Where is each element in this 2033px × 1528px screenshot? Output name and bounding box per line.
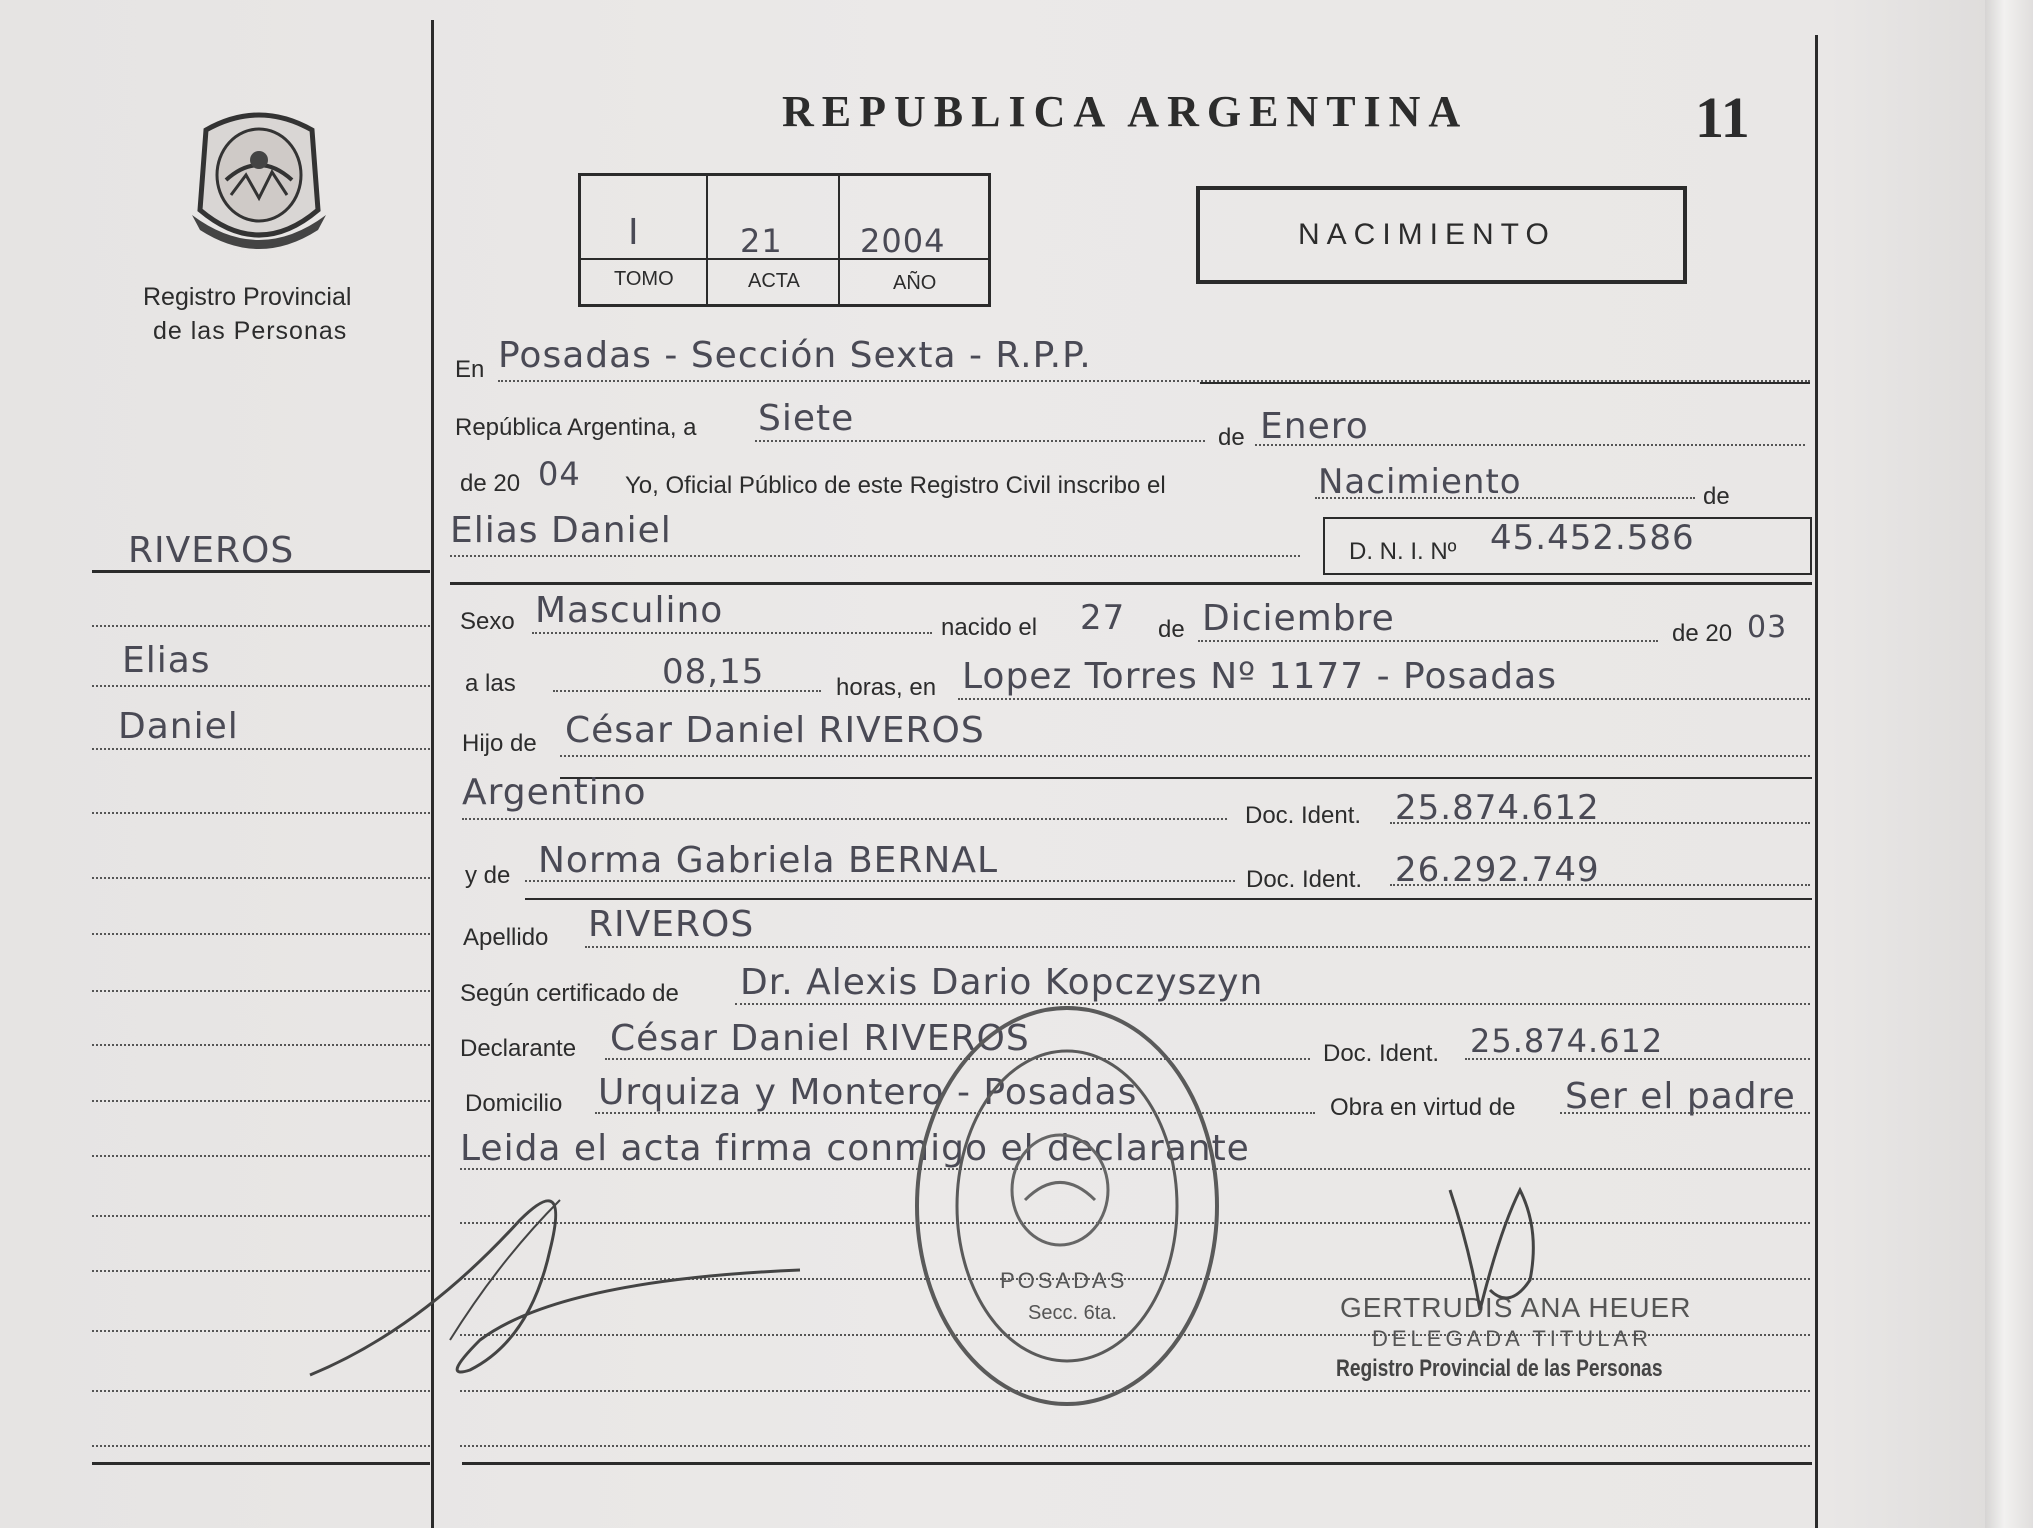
label-de-20: de 20 xyxy=(460,470,521,497)
value-dia: Siete xyxy=(758,398,855,439)
stamp-city: POSADAS xyxy=(1000,1268,1128,1293)
label-de-end: de xyxy=(1703,483,1730,510)
label-dni: D. N. I. Nº xyxy=(1349,538,1457,565)
label-doc-declarante: Doc. Ident. xyxy=(1323,1040,1440,1067)
margin-surname: RIVEROS xyxy=(128,530,295,571)
value-nacionalidad: Argentino xyxy=(462,772,647,813)
margin-line xyxy=(92,990,430,992)
value-cierre: Leida el acta firma conmigo el declarante xyxy=(460,1128,1250,1169)
value-ano: 04 xyxy=(538,455,581,493)
label-domicilio: Domicilio xyxy=(465,1090,563,1117)
line-nacionalidad xyxy=(462,818,1227,820)
rule-row4 xyxy=(450,582,1812,585)
value-mes: Enero xyxy=(1260,406,1369,447)
margin-line xyxy=(92,1044,430,1046)
official-name: GERTRUDIS ANA HEUER xyxy=(1340,1292,1692,1323)
label-en: En xyxy=(455,356,485,383)
label-de-20-nac: de 20 xyxy=(1672,620,1733,647)
line-madre xyxy=(525,880,1235,882)
margin-line xyxy=(92,812,430,814)
label-yo: Yo, Oficial Público de este Registro Civil inscribo el xyxy=(625,472,1166,499)
value-domicilio: Urquiza y Montero - Posadas xyxy=(598,1072,1138,1113)
stamp-section: Secc. 6ta. xyxy=(1028,1302,1117,1324)
value-dni: 45.452.586 xyxy=(1490,518,1695,558)
margin-line xyxy=(92,1390,430,1392)
official-signature-icon xyxy=(1440,1170,1560,1320)
margin-line xyxy=(92,1100,430,1102)
margin-name1: Elias xyxy=(122,640,211,681)
label-de: de xyxy=(1218,424,1245,451)
label-segun: Según certificado de xyxy=(460,980,679,1007)
official-stamp xyxy=(910,1000,1225,1412)
margin-line xyxy=(92,877,430,879)
ano-value: 2004 xyxy=(860,222,946,260)
value-doc-declarante: 25.874.612 xyxy=(1470,1022,1664,1060)
label-y-de: y de xyxy=(465,862,511,889)
rule-row9 xyxy=(525,898,1812,900)
line-nombre xyxy=(450,555,1300,557)
line-blank xyxy=(460,1445,1810,1447)
margin-line xyxy=(92,685,430,687)
label-sexo: Sexo xyxy=(460,608,515,635)
line-dia xyxy=(755,440,1205,442)
line-hora xyxy=(553,690,821,692)
label-a-las: a las xyxy=(465,670,516,697)
value-dia-nac: 27 xyxy=(1080,598,1126,638)
margin-line xyxy=(92,748,430,750)
label-doc-madre: Doc. Ident. xyxy=(1246,866,1363,893)
acta-value: 21 xyxy=(740,222,783,260)
registry-name-line2: de las Personas xyxy=(153,317,348,345)
line-acto xyxy=(1315,497,1695,499)
value-acto: Nacimiento xyxy=(1318,462,1522,502)
value-lugar: Posadas - Sección Sexta - R.P.P. xyxy=(498,335,1092,376)
label-doc-padre: Doc. Ident. xyxy=(1245,802,1362,829)
bottom-rule xyxy=(462,1462,1812,1465)
value-certificado: Dr. Alexis Dario Kopczyszyn xyxy=(740,962,1264,1003)
official-title: DELEGADA TITULAR xyxy=(1372,1326,1652,1351)
margin-line xyxy=(92,933,430,935)
value-doc-padre: 25.874.612 xyxy=(1395,788,1600,828)
page-edge xyxy=(1985,0,2033,1528)
page-number: 11 xyxy=(1695,85,1750,150)
line-certificado xyxy=(735,1003,1810,1005)
margin-line xyxy=(92,1445,430,1447)
rule-row7 xyxy=(560,777,1812,779)
declarant-signature-icon xyxy=(300,1140,820,1390)
line-sexo xyxy=(532,632,932,634)
tomo-label: TOMO xyxy=(614,268,674,290)
line-virtud xyxy=(1560,1112,1810,1114)
value-doc-madre: 26.292.749 xyxy=(1395,850,1600,890)
value-mes-nac: Diciembre xyxy=(1202,598,1395,639)
stamp-ring-icon xyxy=(910,1000,1225,1412)
value-apellido: RIVEROS xyxy=(588,904,755,945)
record-type: NACIMIENTO xyxy=(1298,218,1556,251)
line-apellido xyxy=(585,946,1810,948)
line-lugar-nac xyxy=(958,698,1810,700)
label-horas: horas, en xyxy=(836,674,937,701)
rule-lugar xyxy=(1200,382,1810,384)
line-padre xyxy=(560,755,1810,757)
country-title: REPUBLICA ARGENTINA xyxy=(782,87,1469,136)
margin-name2: Daniel xyxy=(118,706,239,747)
value-lugar-nac: Lopez Torres Nº 1177 - Posadas xyxy=(962,656,1557,697)
tomo-value: I xyxy=(628,212,640,253)
value-declarante: César Daniel RIVEROS xyxy=(610,1018,1030,1059)
value-hora: 08,15 xyxy=(662,652,765,692)
ano-label: AÑO xyxy=(893,272,937,294)
province-seal-icon xyxy=(186,100,332,260)
label-declarante: Declarante xyxy=(460,1035,577,1062)
value-padre: César Daniel RIVEROS xyxy=(565,710,985,751)
label-de-nac: de xyxy=(1158,616,1185,643)
value-madre: Norma Gabriela BERNAL xyxy=(538,840,999,881)
label-hijo: Hijo de xyxy=(462,730,537,757)
registry-name-line1: Registro Provincial xyxy=(143,283,352,311)
line-mes xyxy=(1255,444,1805,446)
acta-label: ACTA xyxy=(748,270,800,292)
table-divider xyxy=(838,173,840,304)
value-sexo: Masculino xyxy=(535,590,724,631)
label-obra: Obra en virtud de xyxy=(1330,1094,1516,1121)
label-nacido: nacido el xyxy=(941,614,1038,641)
value-virtud: Ser el padre xyxy=(1565,1076,1796,1117)
right-border xyxy=(1815,35,1818,1528)
label-republica: República Argentina, a xyxy=(455,414,697,441)
official-office: Registro Provincial de las Personas xyxy=(1336,1355,1663,1382)
line-doc-padre xyxy=(1390,822,1810,824)
value-nombre: Elias Daniel xyxy=(450,510,672,551)
line-mes-nac xyxy=(1198,640,1658,642)
margin-bottom-rule xyxy=(92,1462,430,1465)
table-divider xyxy=(706,173,708,304)
label-apellido: Apellido xyxy=(463,924,549,951)
line-doc-madre xyxy=(1390,884,1810,886)
line-doc-declarante xyxy=(1465,1058,1810,1060)
margin-line xyxy=(92,625,430,627)
value-ano-nac: 03 xyxy=(1747,610,1788,645)
